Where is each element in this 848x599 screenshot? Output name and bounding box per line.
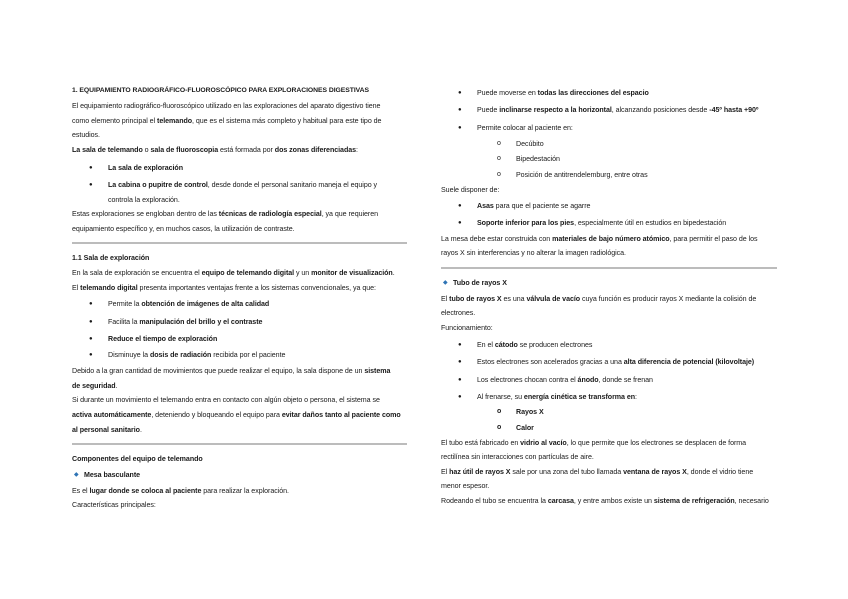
paragraph-line bbox=[441, 438, 777, 448]
text: , donde se frenan bbox=[598, 376, 653, 384]
text: sale por una zona del tubo llamada bbox=[510, 468, 624, 476]
bold-term: energía cinética se transforma en bbox=[523, 393, 636, 401]
bold-term: sala de fluoroscopia bbox=[150, 146, 219, 154]
text: , donde el vidrio tiene bbox=[686, 468, 754, 476]
divider bbox=[72, 242, 407, 244]
bold-term: telemando bbox=[157, 117, 193, 125]
text: Permite la bbox=[108, 300, 142, 308]
bold-term: inclinarse respecto a la horizontal bbox=[499, 106, 612, 114]
text: o bbox=[142, 146, 151, 154]
bold-term: dosis de radiación bbox=[149, 351, 212, 359]
text: , desde donde el personal sanitario maneja el equipo y bbox=[207, 181, 378, 189]
bold-term: evitar daños tanto al paciente como bbox=[281, 411, 401, 419]
paragraph-line bbox=[72, 486, 407, 496]
paragraph-line: estudios. bbox=[72, 131, 100, 139]
text: presenta importantes ventajas frente a los sistemas convencionales, ya que: bbox=[137, 284, 376, 292]
bold-term: dos zonas diferenciadas bbox=[274, 146, 357, 154]
list-item: ● Permite colocar al paciente en: bbox=[441, 123, 777, 133]
bold-term: técnicas de radiología especial bbox=[218, 210, 322, 218]
text: , y entre ambos existe un bbox=[573, 497, 654, 505]
text: Puede moverse en bbox=[477, 89, 538, 97]
paragraph-line bbox=[441, 294, 777, 304]
list-item: ● La sala de exploración bbox=[72, 163, 407, 173]
text: : bbox=[635, 393, 637, 401]
paragraph-line bbox=[441, 467, 777, 477]
text: . bbox=[115, 382, 118, 390]
bold-term: manipulación del brillo y el contraste bbox=[139, 318, 263, 326]
paragraph-line bbox=[72, 145, 407, 155]
text: Debido a la gran cantidad de movimientos que puede realizar el equipo, la sala dispone de un bbox=[72, 367, 365, 375]
bold-term: monitor de visualización bbox=[311, 269, 393, 277]
paragraph-line bbox=[72, 116, 407, 126]
text: Disminuye la bbox=[108, 351, 150, 359]
text: Facilita la bbox=[108, 318, 140, 326]
divider bbox=[441, 267, 777, 269]
text: Rodeando el tubo se encuentra la bbox=[441, 497, 548, 505]
text: Los electrones chocan contra el bbox=[477, 376, 578, 384]
bold-term: sistema bbox=[364, 367, 391, 375]
paragraph-line: Si durante un movimiento el telemando entra en contacto con algún objeto o persona, el sistema se bbox=[72, 396, 380, 404]
bold-term: cátodo bbox=[494, 341, 518, 349]
text: cuya función es producir rayos X mediante la colisión de bbox=[580, 295, 757, 303]
paragraph-line bbox=[72, 366, 407, 376]
bold-term: todas las direcciones del espacio bbox=[537, 89, 649, 97]
paragraph-line: rectilínea sin interacciones con partículas de aire. bbox=[441, 453, 594, 461]
text: Es el bbox=[72, 487, 90, 495]
text: El bbox=[441, 295, 450, 303]
bold-term: equipo de telemando digital bbox=[201, 269, 295, 277]
list-item bbox=[441, 218, 777, 228]
list-item bbox=[441, 375, 777, 385]
text: La mesa debe estar construida con bbox=[441, 235, 553, 243]
paragraph-line bbox=[441, 496, 777, 506]
bold-term: sistema de refrigeración bbox=[653, 497, 735, 505]
bold-term: obtención de imágenes de alta calidad bbox=[141, 300, 270, 308]
list-item bbox=[72, 180, 407, 190]
bold-term: al personal sanitario bbox=[72, 426, 140, 434]
text: y un bbox=[294, 269, 312, 277]
text: se producen electrones bbox=[517, 341, 593, 349]
text: El bbox=[441, 468, 450, 476]
bold-term: carcasa bbox=[547, 497, 574, 505]
list-item bbox=[441, 105, 777, 115]
text: Estas exploraciones se engloban dentro de las bbox=[72, 210, 219, 218]
list-item bbox=[441, 201, 777, 211]
text: Puede bbox=[477, 106, 500, 114]
list-item bbox=[72, 299, 407, 309]
text: El bbox=[72, 284, 81, 292]
paragraph-line bbox=[72, 283, 407, 293]
paragraph-line bbox=[72, 209, 407, 219]
text: , para permitir el paso de los bbox=[669, 235, 758, 243]
paragraph-line: Suele disponer de: bbox=[441, 186, 500, 194]
diamond-list-item: ◆ Mesa basculante bbox=[72, 470, 407, 480]
bold-term: telemando digital bbox=[80, 284, 138, 292]
sub-list-item: o Calor bbox=[441, 423, 777, 433]
bold-term: Soporte inferior para los pies bbox=[477, 219, 575, 227]
list-item bbox=[441, 392, 777, 402]
text: para realizar la exploración. bbox=[201, 487, 289, 495]
text: , especialmente útil en estudios en bipedestación bbox=[574, 219, 727, 227]
paragraph-line bbox=[72, 268, 407, 278]
text: es una bbox=[501, 295, 527, 303]
text: , ya que requieren bbox=[321, 210, 379, 218]
bold-term: La sala de telemando bbox=[72, 146, 143, 154]
paragraph-line bbox=[72, 425, 407, 435]
paragraph-line: Características principales: bbox=[72, 501, 156, 509]
subsection-heading: Componentes del equipo de telemando bbox=[72, 455, 203, 463]
divider bbox=[72, 443, 407, 445]
sub-list-item: o Bipedestación bbox=[441, 154, 777, 164]
bold-term: válvula de vacío bbox=[526, 295, 581, 303]
paragraph-line: electrones. bbox=[441, 309, 476, 317]
list-item bbox=[441, 340, 777, 350]
paragraph-line: equipamiento específico y, en muchos casos, la utilización de contraste. bbox=[72, 225, 295, 233]
paragraph-line: rayos X sin interferencias y no alterar la imagen radiológica. bbox=[441, 249, 626, 257]
section-title: 1. EQUIPAMIENTO RADIOGRÁFICO-FLUOROSCÓPICO PARA EXPLORACIONES DIGESTIVAS bbox=[72, 87, 369, 94]
bold-term: tubo de rayos X bbox=[449, 295, 502, 303]
bold-term: materiales de bajo número atómico bbox=[552, 235, 670, 243]
bold-term: alta diferencia de potencial (kilovoltaje) bbox=[623, 358, 755, 366]
list-item: ● Reduce el tiempo de exploración bbox=[72, 334, 407, 344]
paragraph-line: Funcionamiento: bbox=[441, 324, 493, 332]
text: , lo que permite que los electrones se desplacen de forma bbox=[566, 439, 747, 447]
text: Al frenarse, su bbox=[477, 393, 524, 401]
bold-term: ventana de rayos X bbox=[623, 468, 687, 476]
bold-term: La cabina o pupitre de control bbox=[108, 181, 208, 189]
sub-list-item: o Decúbito bbox=[441, 139, 777, 149]
text: , que es el sistema más completo y habitual para este tipo de bbox=[192, 117, 382, 125]
text: El tubo está fabricado en bbox=[441, 439, 521, 447]
list-item bbox=[441, 88, 777, 98]
diamond-list-item: ◆ Tubo de rayos X bbox=[441, 278, 777, 288]
text: , deteniendo y bloqueando el equipo para bbox=[151, 411, 282, 419]
sub-list-item: o Rayos X bbox=[441, 407, 777, 417]
paragraph-line: menor espesor. bbox=[441, 482, 490, 490]
list-item-continuation: controla la exploración. bbox=[108, 196, 180, 204]
bold-term: haz útil de rayos X bbox=[449, 468, 511, 476]
text: En la sala de exploración se encuentra el bbox=[72, 269, 202, 277]
list-item bbox=[441, 357, 777, 367]
paragraph-line: El equipamiento radiográfico-fluoroscópico utilizado en las exploraciones del aparato digestivo tiene bbox=[72, 102, 381, 110]
text: , necesario bbox=[734, 497, 769, 505]
paragraph-line bbox=[72, 410, 407, 420]
bold-term: -45º hasta +90º bbox=[709, 106, 759, 114]
text: Estos electrones son acelerados gracias a una bbox=[477, 358, 624, 366]
list-item bbox=[72, 350, 407, 360]
paragraph-line bbox=[441, 234, 777, 244]
text: . bbox=[392, 269, 395, 277]
list-item bbox=[72, 317, 407, 327]
paragraph-line bbox=[72, 381, 407, 391]
bold-term: ánodo bbox=[577, 376, 599, 384]
text: : bbox=[356, 146, 358, 154]
bold-term: vidrio al vacío bbox=[520, 439, 567, 447]
text: como elemento principal el bbox=[72, 117, 158, 125]
text: está formada por bbox=[218, 146, 275, 154]
text: recibida por el paciente bbox=[211, 351, 286, 359]
bold-term: de seguridad bbox=[72, 382, 116, 390]
sub-list-item: o Posición de antitrendelemburg, entre otras bbox=[441, 170, 777, 180]
bold-term: lugar donde se coloca al paciente bbox=[89, 487, 202, 495]
text: . bbox=[139, 426, 142, 434]
bold-term: activa automáticamente bbox=[72, 411, 152, 419]
bold-term: Asas bbox=[477, 202, 494, 210]
text: En el bbox=[477, 341, 495, 349]
text: , alcanzando posiciones desde bbox=[611, 106, 710, 114]
text: para que el paciente se agarre bbox=[493, 202, 591, 210]
subsection-heading: 1.1 Sala de exploración bbox=[72, 254, 150, 262]
